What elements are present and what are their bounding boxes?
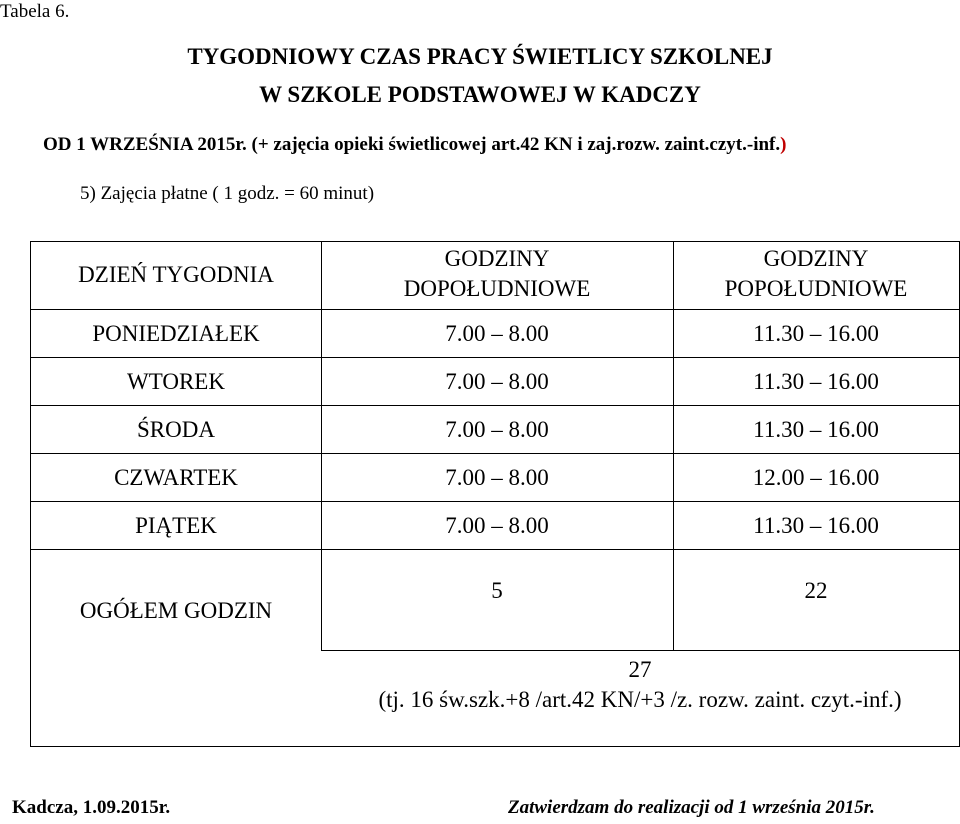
total-sum-detail: (tj. 16 św.szk.+8 /art.42 KN/+3 /z. rozw. zaint. czyt.-inf.)	[378, 687, 902, 712]
row-divider-4	[31, 501, 959, 502]
row-day: ŚRODA	[137, 417, 215, 442]
total-sum: 27	[628, 657, 652, 682]
row-pm-hours: 11.30 – 16.00	[753, 369, 879, 394]
place-date: Kadcza, 1.09.2015r.	[12, 797, 171, 818]
header-am-line2: DOPOŁUDNIOWE	[403, 276, 591, 301]
row-pm-hours: 12.00 – 16.00	[752, 465, 880, 490]
header-pm-line2: POPOŁUDNIOWE	[724, 276, 908, 301]
row-divider-2	[31, 405, 959, 406]
approval-note: Zatwierdzam do realizacji od 1 września 2015r.	[508, 797, 875, 818]
header-am-line1: GODZINY	[444, 246, 550, 271]
row-am-hours: 7.00 – 8.00	[445, 513, 549, 538]
row-pm-hours: 11.30 – 16.00	[753, 417, 879, 442]
row-divider-total	[321, 650, 959, 651]
table-caption: Tabela 6.	[0, 1, 70, 22]
header-pm-line1: GODZINY	[763, 246, 869, 271]
total-label: OGÓŁEM GODZIN	[79, 598, 273, 623]
schedule-table	[30, 241, 960, 747]
row-day: PONIEDZIAŁEK	[92, 321, 260, 346]
row-divider-header	[31, 309, 959, 310]
total-am-hours: 5	[491, 578, 503, 603]
row-divider-3	[31, 453, 959, 454]
document-subtitle	[43, 134, 786, 156]
row-divider-5	[31, 549, 959, 550]
row-day: CZWARTEK	[114, 465, 238, 490]
subtitle-closing-paren: )	[780, 134, 787, 155]
row-am-hours: 7.00 – 8.00	[445, 369, 549, 394]
subtitle-text: OD 1 WRZEŚNIA 2015r. (+ zajęcia opieki świetlicowej art.42 KN i zaj.rozw. zaint.czyt.-inf.	[43, 134, 781, 155]
row-am-hours: 7.00 – 8.00	[445, 321, 549, 346]
header-day: DZIEŃ TYGODNIA	[78, 262, 274, 287]
row-divider-1	[31, 357, 959, 358]
row-day: PIĄTEK	[135, 513, 217, 538]
row-am-hours: 7.00 – 8.00	[445, 417, 549, 442]
document-title-line2: W SZKOLE PODSTAWOWEJ W KADCZY	[259, 82, 701, 107]
row-pm-hours: 11.30 – 16.00	[753, 321, 879, 346]
total-pm-hours: 22	[804, 578, 828, 603]
row-am-hours: 7.00 – 8.00	[445, 465, 549, 490]
fee-note: 5) Zajęcia płatne ( 1 godz. = 60 minut)	[80, 183, 375, 204]
row-day: WTOREK	[127, 369, 225, 394]
row-pm-hours: 11.30 – 16.00	[753, 513, 879, 538]
document-title-line1: TYGODNIOWY CZAS PRACY ŚWIETLICY SZKOLNEJ	[187, 44, 773, 69]
